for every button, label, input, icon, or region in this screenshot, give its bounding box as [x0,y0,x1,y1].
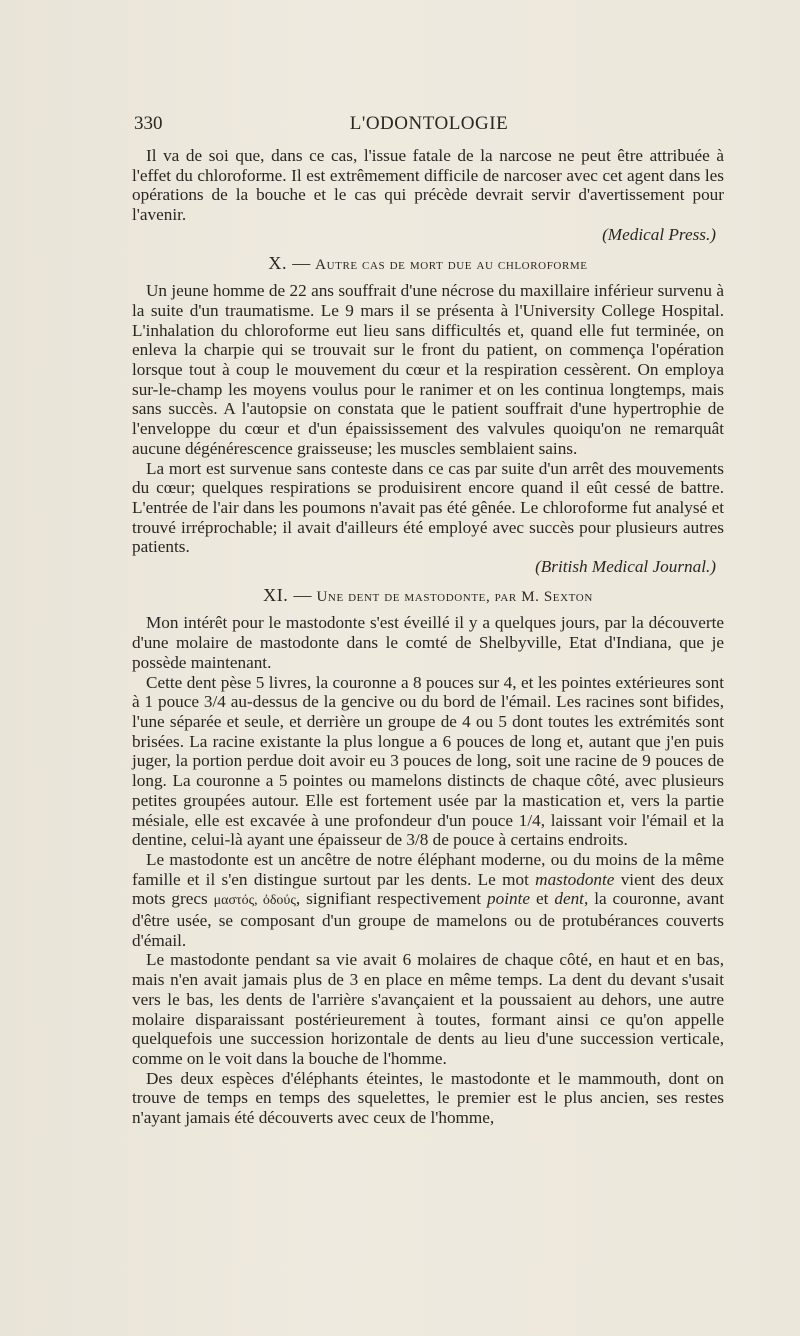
body-paragraph: Des deux espèces d'éléphants éteintes, le mastodonte et le mammouth, dont on trouve de temps en temps des squelettes, le premier est le plus ancien, ses restes n'ayant jamais été découverts avec ceux de l'homme, [132,1068,724,1128]
page-header [134,113,724,141]
greek-words: μαστός, ὀδούς [213,893,296,909]
running-title: L'ODONTOLOGIE [349,113,509,134]
section-number: X. — [268,252,311,273]
body-paragraph: Cette dent pèse 5 livres, la couronne a 8 pouces sur 4, et les pointes extérieures sont à 1 pouce 3/4 au-dessus de la gencive ou du bord de l'émail. Les racines sont bifides, l'une séparée et seule, et derrière un groupe de 4 ou 5 dont toutes les extrémités sont brisées. La racine existante la plus longue a 6 pouces de long et, autant que j'en puis juger, la portion perdue doit avoir eu 3 pouces de long, soit une racine de 9 pouces de long. La couronne a 5 pointes ou mamelons distincts de chaque côté, avec plusieurs petites groupées autour. Elle est fortement usée par la mastication et, vers la partie mésiale, elle est excavée à une profondeur d'un pouce 1/4, laissant voir l'émail et la dentine, celui-là ayant une épaisseur de 3/8 de pouce à certains endroits. [132,672,724,850]
text-run: , la couronne, avant d'être usée, se composant d'un groupe de mamelons ou de protubérances couverts d'émail. [132,889,724,950]
body-paragraph [132,850,724,951]
source-citation: (Medical Press.) [602,224,716,244]
italic-term: dent [554,889,584,909]
body-paragraph: Le mastodonte pendant sa vie avait 6 molaires de chaque côté, en haut et en bas, mais n'en avait jamais plus de 3 en place en même temps. La dent du devant s'usait vers le bas, les dents de l'arrière s'avançaient et la poussaient au dehors, une autre molaire disparaissant postérieurement à toutes, formant ainsi ce qu'on appelle quelquefois une succession horizontale de dents au lieu d'une succession verticale, comme on le voit dans la bouche de l'homme. [132,950,724,1068]
section-number: XI. — [263,584,313,605]
section-title: Autre cas de mort due au chloroforme [315,256,588,273]
intro-paragraph: Il va de soi que, dans ce cas, l'issue fatale de la narcose ne peut être attribuée à l'effet du chloroforme. Il est extrêmement difficile de narcoser avec cet agent dans les opérations de la bouche et le cas qui précède devrait servir d'avertissement pour l'avenir. [132,146,724,225]
section-title: Une dent de mastodonte, par M. Sexton [316,588,593,605]
body-paragraph: Mon intérêt pour le mastodonte s'est éveillé il y a quelques jours, par la découverte d'une molaire de mastodonte dans le comté de Shelbyville, Etat d'Indiana, que je possède maintenant. [132,613,724,672]
source-citation: (British Medical Journal.) [535,557,716,577]
text-run: et [530,889,555,909]
text-run: vient des deux mots grecs [132,869,724,909]
text-run: Le mastodonte est un ancêtre de notre éléphant moderne, ou du moins de la même famille et il s'en distingue surtout par les dents. Le mot [132,849,724,889]
text-run: , signifiant respectivement [295,889,488,909]
article-body [132,146,724,1128]
section-heading-xi [132,586,724,608]
italic-term: mastodonte [535,869,615,889]
body-paragraph: Un jeune homme de 22 ans souffrait d'une nécrose du maxillaire inférieur survenu à la suite d'un traumatisme. Le 9 mars il se présenta à l'University College Hospital. L'inhalation du chloroforme eut lieu sans difficultés et, quand elle fut terminée, on enleva la charpie qui se trouvait sur le front du patient, on commença l'opération lorsque tout à coup le mouvement du cœur et la respiration cessèrent. On employa sur-le-champ les moyens voulus pour le ranimer et on les continua longtemps, mais sans succès. A l'autopsie on constata que le patient souffrait d'une hypertrophie de l'enveloppe du cœur et d'un épaississement des valvules quoiqu'on ne remarquât aucune dégénérescence graisseuse; les muscles semblaient sains. [132,281,724,458]
body-paragraph: La mort est survenue sans conteste dans ce cas par suite d'un arrêt des mouvements du cœur; quelques respirations se produisirent encore quand il eût cessé de battre. L'entrée de l'air dans les poumons n'avait pas été gênée. Le chloroforme fut analysé et trouvé irréprochable; il avait d'ailleurs été employé avec succès pour plusieurs autres patients. [132,458,724,557]
italic-term: pointe [487,889,531,909]
section-heading-x [132,254,724,276]
page-number: 330 [134,113,163,134]
